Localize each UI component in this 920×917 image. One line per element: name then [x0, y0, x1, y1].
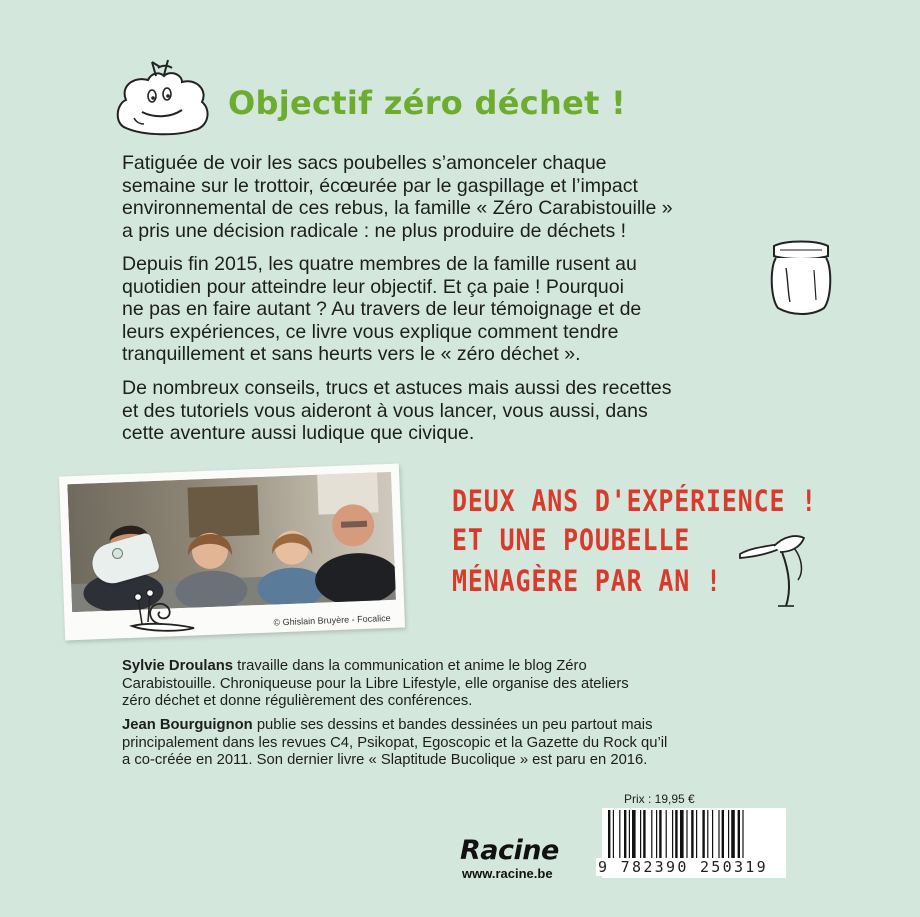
paragraph-line: ne pas en faire autant ? Au travers de leur témoignage et de [122, 298, 642, 320]
barcode-bar [659, 810, 661, 862]
bio-text: publie ses dessins et bandes dessinées un peu partout mais [252, 717, 653, 733]
barcode-bar [702, 810, 704, 862]
paragraph-line: De nombreux conseils, trucs et astuces mais aussi des recettes [122, 377, 672, 399]
paragraph-line: semaine sur le trottoir, écœurée par le gaspillage et l’impact [122, 174, 638, 197]
trash-bag-icon [112, 56, 216, 138]
bio-text: travaille dans la communication et anime le blog Zéro [233, 658, 587, 674]
author-name: Sylvie Droulans [122, 658, 234, 674]
barcode-bar [696, 810, 697, 862]
publisher-logo: Racine [460, 835, 559, 866]
barcode-bar [686, 810, 687, 862]
photo-credit: © Ghislain Bruyère - Focalice [273, 612, 391, 628]
price-label: Prix : 19,95 € [624, 792, 695, 806]
barcode-bar [672, 810, 673, 862]
paragraph-line: a pris une décision radicale : ne plus produire de déchets ! [122, 219, 627, 242]
fork-spoon-icon [734, 528, 814, 612]
paragraph-line: et des tutoriels vous aideront à vous lancer, vous aussi, dans [122, 399, 648, 422]
barcode-bar [608, 810, 610, 862]
barcode-bar [640, 810, 641, 862]
barcode-bar [656, 810, 657, 862]
handwritten-line: DEUX ANS D'EXPÉRIENCE ! [452, 484, 818, 518]
headline: Objectif zéro déchet ! [228, 84, 627, 122]
paragraph-line: quotidien pour atteindre leur objectif. Et ça paie ! Pourquoi [122, 275, 624, 298]
barcode-bar [722, 810, 724, 862]
author-bio-jean [122, 717, 782, 770]
barcode-bar [728, 810, 729, 862]
publisher-website: www.racine.be [462, 866, 553, 881]
barcode-bar [643, 810, 645, 862]
barcode-bar [707, 810, 708, 862]
barcode-bar [619, 810, 620, 862]
author-bio-sylvie [122, 658, 782, 711]
paragraph-line: leurs expériences, ce livre vous explique comment tendre [122, 320, 619, 343]
handwritten-line: ET UNE POUBELLE [452, 523, 691, 557]
barcode-bar [718, 810, 719, 862]
paragraph-line: Fatiguée de voir les sacs poubelles s’amonceler chaque [122, 152, 607, 174]
paragraph-line: tranquillement et sans heurts vers le « zéro déchet ». [122, 343, 581, 365]
barcode-bar [624, 810, 626, 862]
barcode-bar [712, 810, 713, 862]
barcode-bar [666, 810, 667, 862]
barcode-bar [675, 810, 677, 862]
barcode-bar [632, 810, 636, 862]
barcode-bar [651, 810, 652, 862]
intro-paragraph-1 [122, 152, 802, 242]
paragraph-line: cette aventure aussi ludique que civique. [122, 422, 475, 444]
handwritten-line: MÉNAGÈRE PAR AN ! [452, 564, 722, 598]
bio-text: a co-créée en 2011. Son dernier livre « Slaptitude Bucolique » est paru en 2016. [122, 752, 648, 769]
barcode-bar [629, 810, 630, 862]
barcode-bar [691, 810, 693, 862]
tag-hole [112, 548, 123, 559]
barcode-bar [680, 810, 684, 862]
bio-text: principalement dans les revues C4, Psikopat, Egoscopic et la Gazette du Rock qu’il [122, 734, 668, 751]
barcode-bar [742, 810, 743, 862]
isbn-digits: 9 782390 250319 [598, 858, 768, 876]
intro-paragraph-3 [122, 377, 802, 445]
paragraph-line: environnemental de ces rebus, la famille « Zéro Carabistouille » [122, 197, 673, 219]
bio-text: zéro déchet et donne régulièrement des conférences. [122, 693, 473, 710]
barcode-bar [731, 810, 735, 862]
author-name: Jean Bourguignon [122, 717, 253, 733]
paragraph-line: Depuis fin 2015, les quatre membres de la famille rusent au [122, 253, 637, 275]
bio-text: Carabistouille. Chroniqueuse pour la Libre Lifestyle, elle organise des ateliers [122, 675, 629, 692]
snail-icon [128, 586, 198, 632]
barcode-bar [613, 810, 614, 862]
barcode-bar [738, 810, 740, 862]
intro-paragraph-2 [122, 253, 802, 366]
